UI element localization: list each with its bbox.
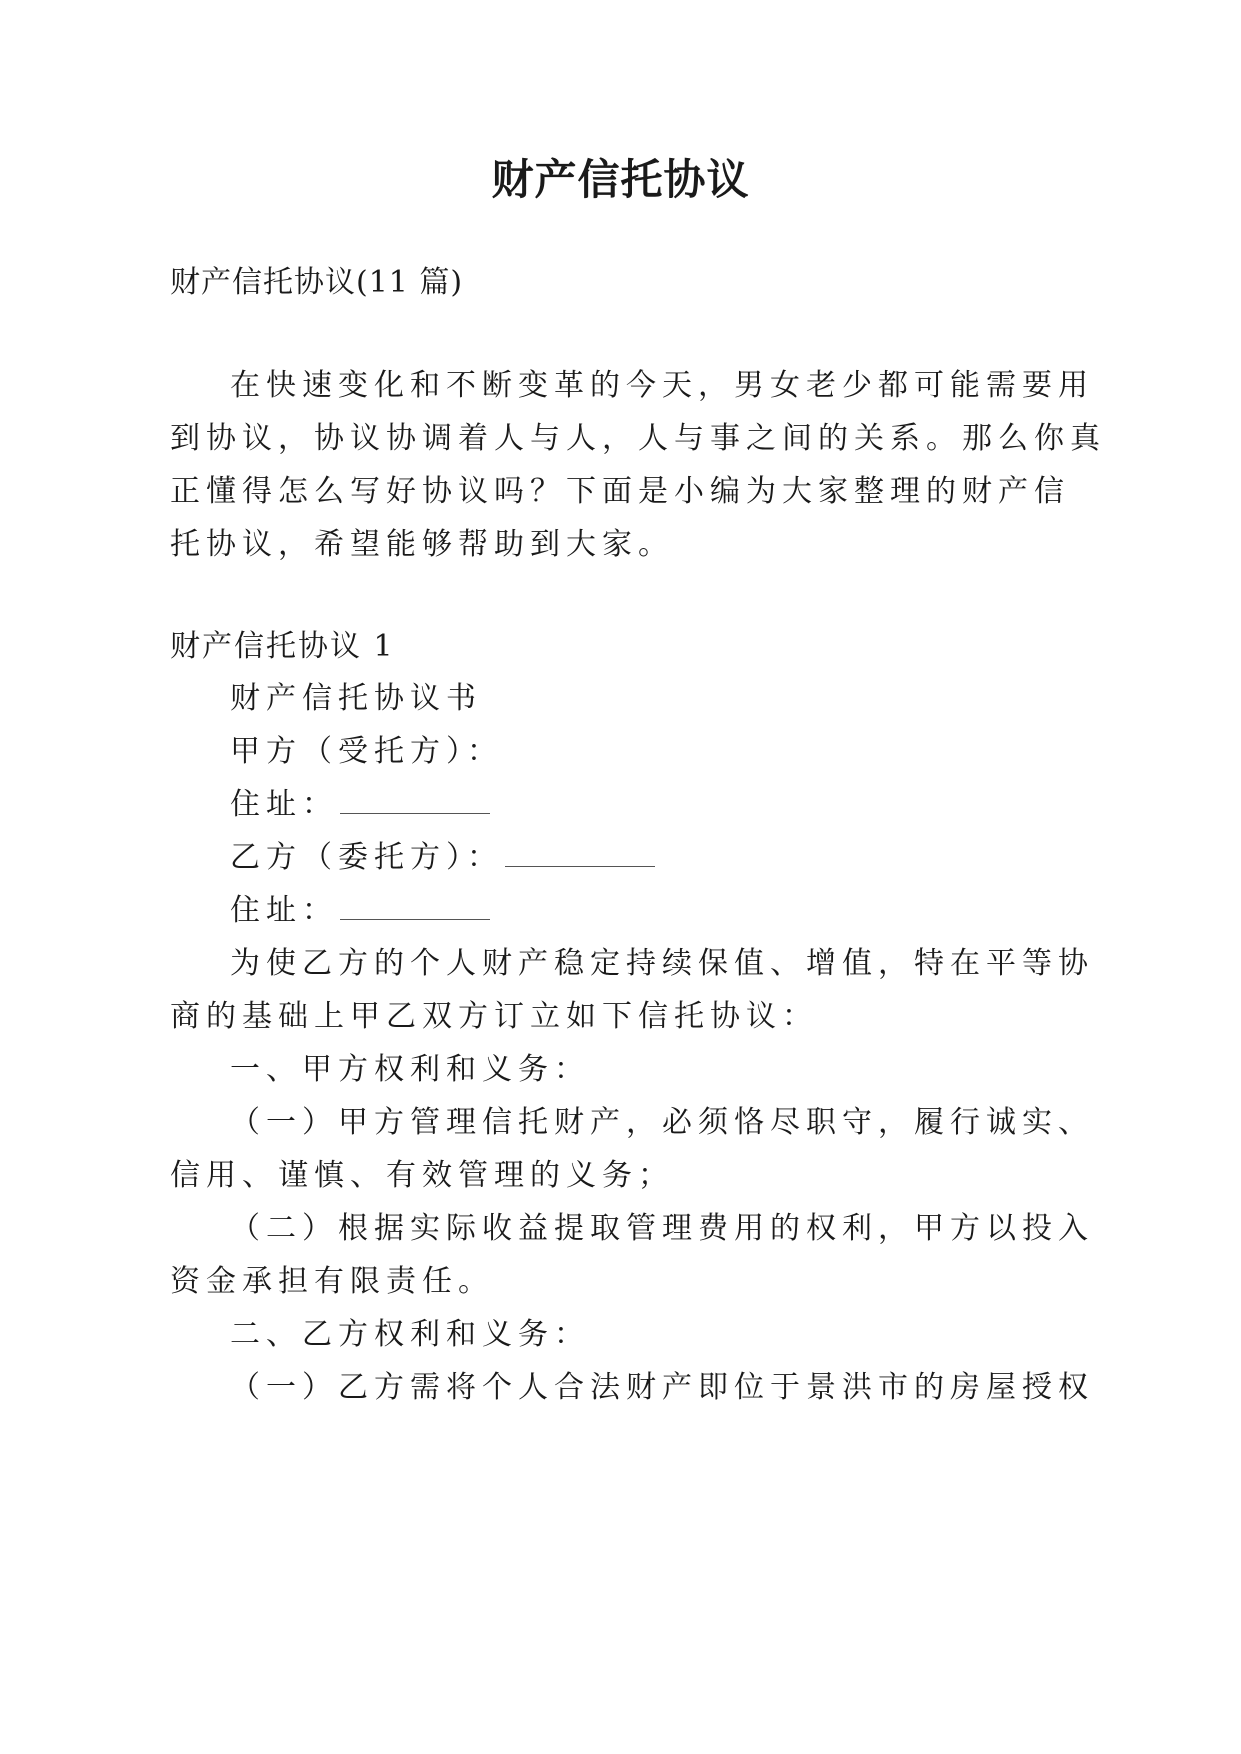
clause-1-item-1-line: 信用、谨慎、有效管理的义务； xyxy=(170,1158,674,1193)
clause-1-item-2-line: 资金承担有限责任。 xyxy=(170,1264,494,1299)
address-field-1 xyxy=(230,785,490,825)
clause-1-heading: 一、甲方权利和义务： xyxy=(230,1052,590,1087)
clause-2-item-1-line: （一）乙方需将个人合法财产即位于景洪市的房屋授权 xyxy=(230,1370,1094,1405)
document-subtitle: 财产信托协议(11 篇) xyxy=(170,265,464,300)
section-heading: 财产信托协议 1 xyxy=(170,629,395,664)
address-blank xyxy=(340,891,490,920)
party-b-label: 乙方（委托方）： xyxy=(230,840,503,875)
intro-line: 在快速变化和不断变革的今天，男女老少都可能需要用 xyxy=(230,368,1094,403)
document-title: 财产信托协议 xyxy=(491,155,750,204)
intro-line: 正懂得怎么写好协议吗？下面是小编为大家整理的财产信 xyxy=(170,474,1070,509)
agreement-title: 财产信托协议书 xyxy=(230,681,482,716)
clause-2-heading: 二、乙方权利和义务： xyxy=(230,1317,590,1352)
clause-1-item-1-line: （一）甲方管理信托财产，必须恪尽职守，履行诚实、 xyxy=(230,1105,1094,1140)
party-b-blank xyxy=(505,838,655,867)
intro-line: 到协议，协议协调着人与人，人与事之间的关系。那么你真 xyxy=(170,421,1106,456)
address-field-2 xyxy=(230,891,490,931)
purpose-line: 为使乙方的个人财产稳定持续保值、增值，特在平等协 xyxy=(230,946,1094,981)
address-label: 住址： xyxy=(230,893,338,928)
address-blank xyxy=(340,785,490,814)
clause-1-item-2-line: （二）根据实际收益提取管理费用的权利，甲方以投入 xyxy=(230,1211,1094,1246)
party-a-label: 甲方（受托方）： xyxy=(230,734,503,769)
party-b-field xyxy=(230,838,655,878)
purpose-line: 商的基础上甲乙双方订立如下信托协议： xyxy=(170,999,818,1034)
intro-line: 托协议，希望能够帮助到大家。 xyxy=(170,527,674,562)
address-label: 住址： xyxy=(230,787,338,822)
